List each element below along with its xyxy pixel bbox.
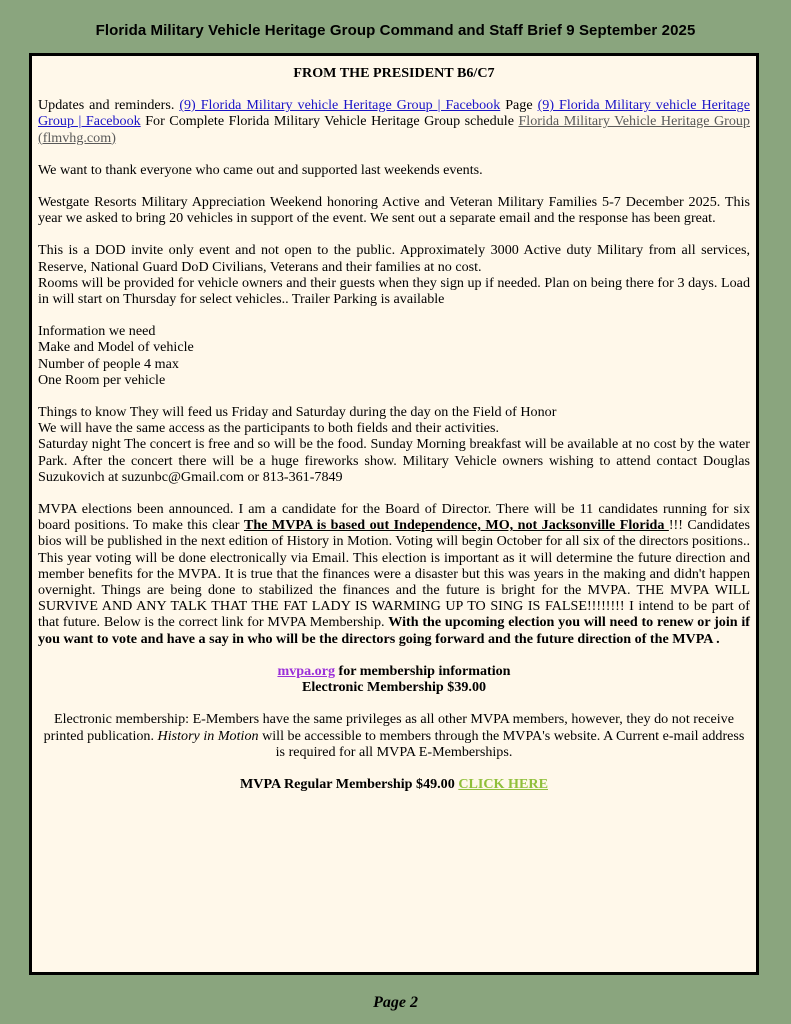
mvpa-paragraph <box>38 501 750 647</box>
info-item: Make and Model of vehicle <box>38 339 194 356</box>
page-number: Page 2 <box>373 994 418 1011</box>
e-desc-part-1: Electronic membership: E-Members have the same privileges as all other MVPA members, however, they do not receive printed publication. <box>43 711 734 744</box>
membership-link-text: for membership information <box>335 662 511 679</box>
content-panel <box>29 53 759 975</box>
membership-link-line <box>38 663 750 679</box>
schedule-text: For Complete Florida Military Vehicle Heritage Group schedule <box>140 113 519 130</box>
regular-membership-price: MVPA Regular Membership $49.00 <box>240 775 459 792</box>
know-paragraph <box>38 404 750 485</box>
info-heading: Information we need <box>38 323 156 340</box>
page-header: Florida Military Vehicle Heritage Group Command and Staff Brief 9 September 2025 <box>95 22 696 39</box>
info-item: Number of people 4 max <box>38 355 179 372</box>
know-line-3: Saturday night The concert is free and so will be the food. Sunday Morning breakfast will be available at no cost by the water Park. After the concert there will be a huge fireworks show. Military Vehicle owners wishing to attend contact Douglas Suzukovich at suzunbc@Gmail.com or 813-361-7849 <box>38 436 750 485</box>
mvpa-part-2: !!! Candidates bios will be published in the next edition of History in Motion. Voting will begin October for all six of the directors positions.. This year voting will be done electronically via Email. This election is important as it will determine the future direction and member benefits for the MVPA. It is true that the finances were a disaster but this was years in the making and didn't happen overnight. Things are being done to stabilized the finances and the future is bright for the MVPA. THE MVPA WILL SURVIVE AND ANY TALK THAT THE FAT LADY IS WARMING UP TO SING IS FALSE!!!!!!!! I intend to be part of that future. Below is the correct link for MVPA Membership. <box>38 517 751 631</box>
know-line-2: We will have the same access as the participants to both fields and their activities. <box>38 420 500 437</box>
mvpa-location-statement: The MVPA is based out Independence, MO, not Jacksonville Florida <box>243 517 669 534</box>
updates-paragraph <box>38 97 750 146</box>
e-membership-description <box>38 711 750 760</box>
history-in-motion-title: History in Motion <box>157 727 259 744</box>
e-desc-part-2: will be accessible to members through the MVPA's website. A Current e-mail address is required for all MVPA E-Memberships. <box>258 727 745 760</box>
dod-line-1: This is a DOD invite only event and not open to the public. Approximately 3000 Active duty Military from all services, Reserve, National Guard DoD Civilians, Veterans and their families at no cost. <box>38 242 750 275</box>
electronic-membership-price: Electronic Membership $39.00 <box>301 679 487 696</box>
dod-line-2: Rooms will be provided for vehicle owners and their guests when they sign up if needed. Plan on being there for 3 days. Load in will start on Thursday for select vehicles.. Trailer Parking is available <box>38 274 750 308</box>
flmvhg-site-link[interactable]: Florida Military Vehicle Heritage Group (flmvhg.com) <box>38 113 750 146</box>
thanks-paragraph: We want to thank everyone who came out and supported last weekends events. <box>38 161 483 178</box>
section-title: FROM THE PRESIDENT B6/C7 <box>293 65 495 81</box>
info-list <box>38 323 750 388</box>
dod-paragraph <box>38 242 750 307</box>
page-word: Page <box>500 97 538 114</box>
regular-membership <box>38 776 750 792</box>
membership-info <box>38 663 750 695</box>
facebook-link-1[interactable]: (9) Florida Military vehicle Heritage Group | Facebook <box>179 97 501 114</box>
facebook-link-2[interactable]: (9) Florida Military vehicle Heritage Group | Facebook <box>38 97 750 130</box>
know-line-1: Things to know They will feed us Friday and Saturday during the day on the Field of Honor <box>38 404 557 421</box>
westgate-paragraph: Westgate Resorts Military Appreciation Weekend honoring Active and Veteran Military Families 5-7 December 2025. This year we asked to bring 20 vehicles in support of the event. We sent out a separate email and the response has been great. <box>38 194 750 227</box>
mvpa-org-link[interactable]: mvpa.org <box>277 662 336 679</box>
updates-intro: Updates and reminders. <box>38 97 180 114</box>
content-inner <box>35 59 753 969</box>
mvpa-part-1: MVPA elections been announced. I am a candidate for the Board of Director. There will be 11 candidates running for six board positions. To make this clear <box>38 501 750 534</box>
click-here-link[interactable]: CLICK HERE <box>458 775 548 792</box>
info-item: One Room per vehicle <box>38 371 166 388</box>
mvpa-election-note: With the upcoming election you will need to renew or join if you want to vote and have a say in who will be the directors going forward and the future direction of the MVPA . <box>38 614 750 647</box>
